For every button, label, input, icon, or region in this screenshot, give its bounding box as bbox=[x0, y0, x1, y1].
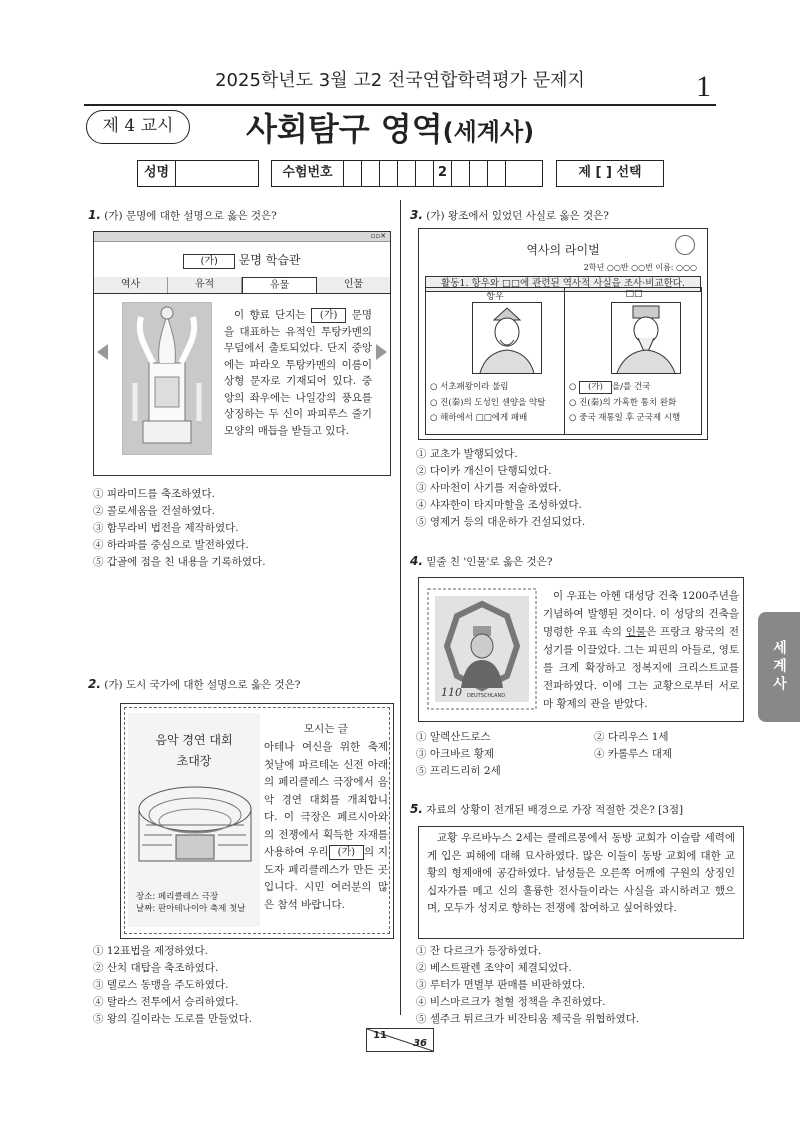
q4-passage-b: 은 프랑크 왕국의 전성기를 이끌었다. 그는 피핀의 아들로, 영토를 크게 확장하고 정복지에 크리스트교를 전파하였다. 이에 그는 교황으로부터 서로마 황제의 관을 받았다. bbox=[543, 626, 739, 710]
q1-stem-text: (가) 문명에 대한 설명으로 옳은 것은? bbox=[104, 210, 277, 222]
letter-body-b: 의 지도자 페리클레스가 만든 곳입니다. 시민 여러분의 많은 참석 바랍니다. bbox=[264, 846, 389, 911]
right-person-name: □□ bbox=[625, 289, 643, 299]
subject-main: 사회탐구 영역 bbox=[246, 110, 443, 148]
q3-stem-text: (가) 왕조에서 있었던 사실로 옳은 것은? bbox=[426, 210, 609, 222]
right-fact: ○ 진(秦)의 가혹한 통치 완화 bbox=[569, 397, 677, 408]
window-title-text: 문명 학습관 bbox=[238, 253, 301, 267]
poster-title-2: 초대장 bbox=[176, 754, 212, 768]
column-divider bbox=[400, 200, 401, 1015]
q5-stem-text: 자료의 상황이 전개된 배경으로 가장 적절한 것은? [3점] bbox=[426, 804, 684, 816]
q1-number: 1. bbox=[88, 208, 101, 222]
q5-option-1[interactable]: ① 잔 다르크가 등장하였다. bbox=[416, 945, 542, 957]
q1-stem bbox=[88, 208, 388, 224]
stamp-value: 110 bbox=[441, 686, 462, 699]
window-controls-icon[interactable]: ▫▫✕ bbox=[370, 232, 386, 240]
q1-passage bbox=[224, 307, 372, 439]
stamp-image bbox=[427, 588, 537, 710]
q3-rival-card bbox=[418, 228, 708, 440]
q5-passage: 교황 우르바누스 2세는 클레르몽에서 동방 교회가 이슬람 세력에게 입은 피해에 대해 묘사하였다. 많은 이들이 동방 교회에 대한 교황의 형제애에 공감하였다. 남성들은 오른쪽 어깨에 구원의 상징인 십자가를 메고 신의 훌륭한 전사들이라는 사실을 과시하려고 했으며, 모두가 성지로 향하는 전쟁에 참여하고 싶어하였다. bbox=[427, 832, 735, 914]
page-total: 36 bbox=[413, 1038, 427, 1049]
q2-invitation bbox=[120, 703, 394, 939]
q5-option-5[interactable]: ⑤ 셀주크 튀르크가 비잔티움 제국을 위협하였다. bbox=[416, 1013, 640, 1025]
digit-box-fixed: 2 bbox=[434, 161, 452, 186]
digit-box[interactable] bbox=[452, 161, 470, 186]
exam-number-label: 수험번호 bbox=[272, 161, 344, 186]
letter-body-a: 아테나 여신을 위한 축제 첫날에 파르테논 신전 아래의 페리클레스 극장에서 음악 경연 대회를 개최합니다. 이 극장은 페르시아와의 전쟁에서 획득한 자재를 사용하여 우리 bbox=[264, 741, 388, 858]
digit-box[interactable] bbox=[506, 161, 542, 186]
q3-option-5[interactable]: ⑤ 영제거 등의 대운하가 건설되었다. bbox=[416, 516, 586, 528]
right-fact: ○ (가) 을/를 건국 bbox=[569, 382, 651, 392]
q2-stem bbox=[88, 677, 388, 693]
q2-option-2[interactable]: ② 산치 대탑을 축조하였다. bbox=[93, 962, 219, 974]
letter-heading: 모시는 글 bbox=[304, 723, 348, 735]
tab-bar bbox=[94, 277, 390, 294]
digit-box[interactable] bbox=[470, 161, 488, 186]
q2-stem-text: (가) 도시 국가에 대한 설명으로 옳은 것은? bbox=[104, 679, 301, 691]
q3-option-4[interactable]: ④ 샤자한이 타지마할을 조성하였다. bbox=[416, 499, 582, 511]
q4-option-3[interactable]: ③ 아크바르 황제 bbox=[416, 748, 495, 760]
q5-number: 5. bbox=[410, 802, 423, 816]
prev-arrow-icon[interactable] bbox=[97, 344, 109, 363]
left-fact: ○ 서초패왕이라 불림 bbox=[430, 382, 509, 392]
q5-option-2[interactable]: ② 베스트팔렌 조약이 체결되었다. bbox=[416, 962, 572, 974]
page-number: 1 bbox=[696, 70, 711, 103]
q2-tag: (가) bbox=[329, 845, 364, 860]
subject-side-tab: 세계사 bbox=[758, 612, 800, 722]
activity-line: 활동1. 항우와 □□에 관련된 역사적 사실을 조사·비교한다. bbox=[425, 276, 701, 292]
theater-illustration bbox=[136, 779, 254, 869]
q3-option-2[interactable]: ② 다이카 개신이 단행되었다. bbox=[416, 465, 552, 477]
liu-bang-portrait bbox=[611, 302, 681, 374]
q4-option-1[interactable]: ① 알렉산드로스 bbox=[416, 731, 491, 743]
name-field[interactable] bbox=[137, 160, 259, 187]
digit-box[interactable] bbox=[380, 161, 398, 186]
q1-option-5[interactable]: ⑤ 갑골에 점을 친 내용을 기록하였다. bbox=[93, 556, 266, 568]
letter-body bbox=[264, 739, 388, 914]
stamp-country: DEUTSCHLAND bbox=[467, 693, 506, 699]
left-fact: ○ 진(秦)의 도성인 셴양을 약탈 bbox=[430, 397, 546, 408]
digit-box[interactable] bbox=[488, 161, 506, 186]
q2-option-4[interactable]: ④ 탈라스 전투에서 승리하였다. bbox=[93, 996, 239, 1008]
q3-number: 3. bbox=[410, 208, 423, 222]
invitation-poster bbox=[128, 713, 260, 927]
right-fact: ○ 중국 재통일 후 군국제 시행 bbox=[569, 413, 681, 423]
right-fact-1: 을/를 건국 bbox=[611, 382, 651, 392]
poster-place: 장소: 페리클레스 극장 bbox=[136, 892, 219, 902]
exam-number-field[interactable] bbox=[271, 160, 543, 187]
card-title: 역사의 라이벌 bbox=[526, 243, 600, 257]
q2-option-1[interactable]: ① 12표법을 제정하였다. bbox=[93, 945, 209, 957]
digit-box[interactable] bbox=[398, 161, 416, 186]
q4-option-4[interactable]: ④ 카롤루스 대제 bbox=[594, 748, 673, 760]
page-current: 11 bbox=[373, 1030, 387, 1041]
choice-label: 제 [ ] 선택 bbox=[578, 165, 642, 180]
q4-options bbox=[416, 729, 716, 780]
window-title-tag: (가) bbox=[183, 254, 234, 269]
q4-stem-text: 밑줄 친 '인물'로 옳은 것은? bbox=[426, 556, 553, 568]
window-titlebar bbox=[94, 232, 390, 242]
poster-title-1: 음악 경연 대회 bbox=[155, 733, 233, 747]
page-counter bbox=[366, 1028, 434, 1052]
perfume-jar-image bbox=[122, 302, 212, 455]
q2-option-3[interactable]: ③ 델로스 동맹을 주도하였다. bbox=[93, 979, 229, 991]
xiang-yu-portrait bbox=[472, 302, 542, 374]
digit-box[interactable] bbox=[362, 161, 380, 186]
comparison-table bbox=[425, 287, 702, 435]
q5-options bbox=[416, 943, 639, 1028]
left-person-name: 항우 bbox=[486, 292, 504, 302]
q3-stem bbox=[410, 208, 710, 224]
tab-artifacts[interactable]: 유물 bbox=[242, 277, 317, 293]
q4-passage bbox=[543, 587, 739, 713]
q1-option-1[interactable]: ① 피라미드를 축조하였다. bbox=[93, 488, 215, 500]
tab-sites[interactable]: 유적 bbox=[168, 277, 242, 293]
q1-option-3[interactable]: ③ 함무라비 법전을 제작하였다. bbox=[93, 522, 239, 534]
digit-box[interactable] bbox=[416, 161, 434, 186]
card-meta: 2학년 ○○반 ○○번 이름: ○○○ bbox=[583, 263, 697, 272]
q4-stem bbox=[410, 554, 710, 570]
q5-passage-box bbox=[418, 826, 744, 939]
poster-date: 날짜: 판아테나이아 축제 첫날 bbox=[136, 904, 246, 914]
subject-title bbox=[246, 104, 534, 150]
period-badge: 제 4 교시 bbox=[86, 110, 190, 144]
q5-option-3[interactable]: ③ 루터가 면벌부 판매를 비판하였다. bbox=[416, 979, 586, 991]
q4-number: 4. bbox=[410, 554, 423, 568]
q3-option-1[interactable]: ① 교초가 발행되었다. bbox=[416, 448, 518, 460]
left-fact: ○ 해하에서 □□에게 패배 bbox=[430, 413, 528, 423]
invitation-letter bbox=[264, 713, 388, 927]
table-divider bbox=[564, 288, 565, 434]
q5-stem bbox=[410, 802, 730, 818]
q5-option-4[interactable]: ④ 비스마르크가 철혈 정책을 추진하였다. bbox=[416, 996, 606, 1008]
subject-sub: (세계사) bbox=[442, 118, 535, 146]
q1-passage-b: 문명을 대표하는 유적인 투탕카멘의 무덤에서 출토되었다. 단지 중앙에는 파라오 투탕카멘의 이름이 상형 문자로 기재되어 있다. 중앙의 좌우에는 나일강의 풍요를 상징하는 두 신이 파피루스 줄기 모양의 매듭을 받들고 있다. bbox=[224, 309, 372, 437]
digit-box[interactable] bbox=[344, 161, 362, 186]
q1-tag: (가) bbox=[311, 308, 346, 323]
name-label: 성명 bbox=[138, 161, 176, 186]
window-title bbox=[94, 251, 390, 269]
q2-number: 2. bbox=[88, 677, 101, 691]
badge-icon bbox=[675, 235, 695, 255]
q4-stamp-box bbox=[418, 577, 744, 722]
q4-passage-a: 이 우표는 아헨 대성당 건축 1200주년을 기념하여 발행된 것이다. 이 성당의 건축을 명령한 우표 속의 bbox=[543, 590, 739, 638]
q4-option-2[interactable]: ② 다리우스 1세 bbox=[594, 731, 669, 743]
q1-passage-a: 이 향료 단지는 bbox=[234, 309, 306, 321]
q2-options bbox=[93, 943, 252, 1028]
q4-option-5[interactable]: ⑤ 프리드리히 2세 bbox=[416, 765, 501, 777]
exam-title: 2025학년도 3월 고2 전국연합학력평가 문제지 bbox=[215, 70, 585, 91]
q1-option-4[interactable]: ④ 하라파를 중심으로 발전하였다. bbox=[93, 539, 249, 551]
q1-option-2[interactable]: ② 콜로세움을 건설하였다. bbox=[93, 505, 215, 517]
left-facts bbox=[430, 380, 545, 427]
q3-tag: (가) bbox=[579, 381, 612, 394]
tab-history[interactable]: 역사 bbox=[94, 277, 168, 293]
q4-underlined-person: 인물 bbox=[625, 626, 647, 638]
q3-option-3[interactable]: ③ 사마천이 사기를 저술하였다. bbox=[416, 482, 562, 494]
q2-option-5[interactable]: ⑤ 왕의 길이라는 도로를 만들었다. bbox=[93, 1013, 253, 1025]
tab-people[interactable]: 인물 bbox=[317, 277, 390, 293]
name-input[interactable] bbox=[176, 161, 258, 186]
q1-learning-window bbox=[93, 231, 391, 476]
q3-options bbox=[416, 446, 585, 531]
q1-options bbox=[93, 486, 266, 571]
next-arrow-icon[interactable] bbox=[375, 344, 387, 363]
right-facts bbox=[569, 380, 680, 427]
choice-field[interactable] bbox=[556, 160, 664, 187]
